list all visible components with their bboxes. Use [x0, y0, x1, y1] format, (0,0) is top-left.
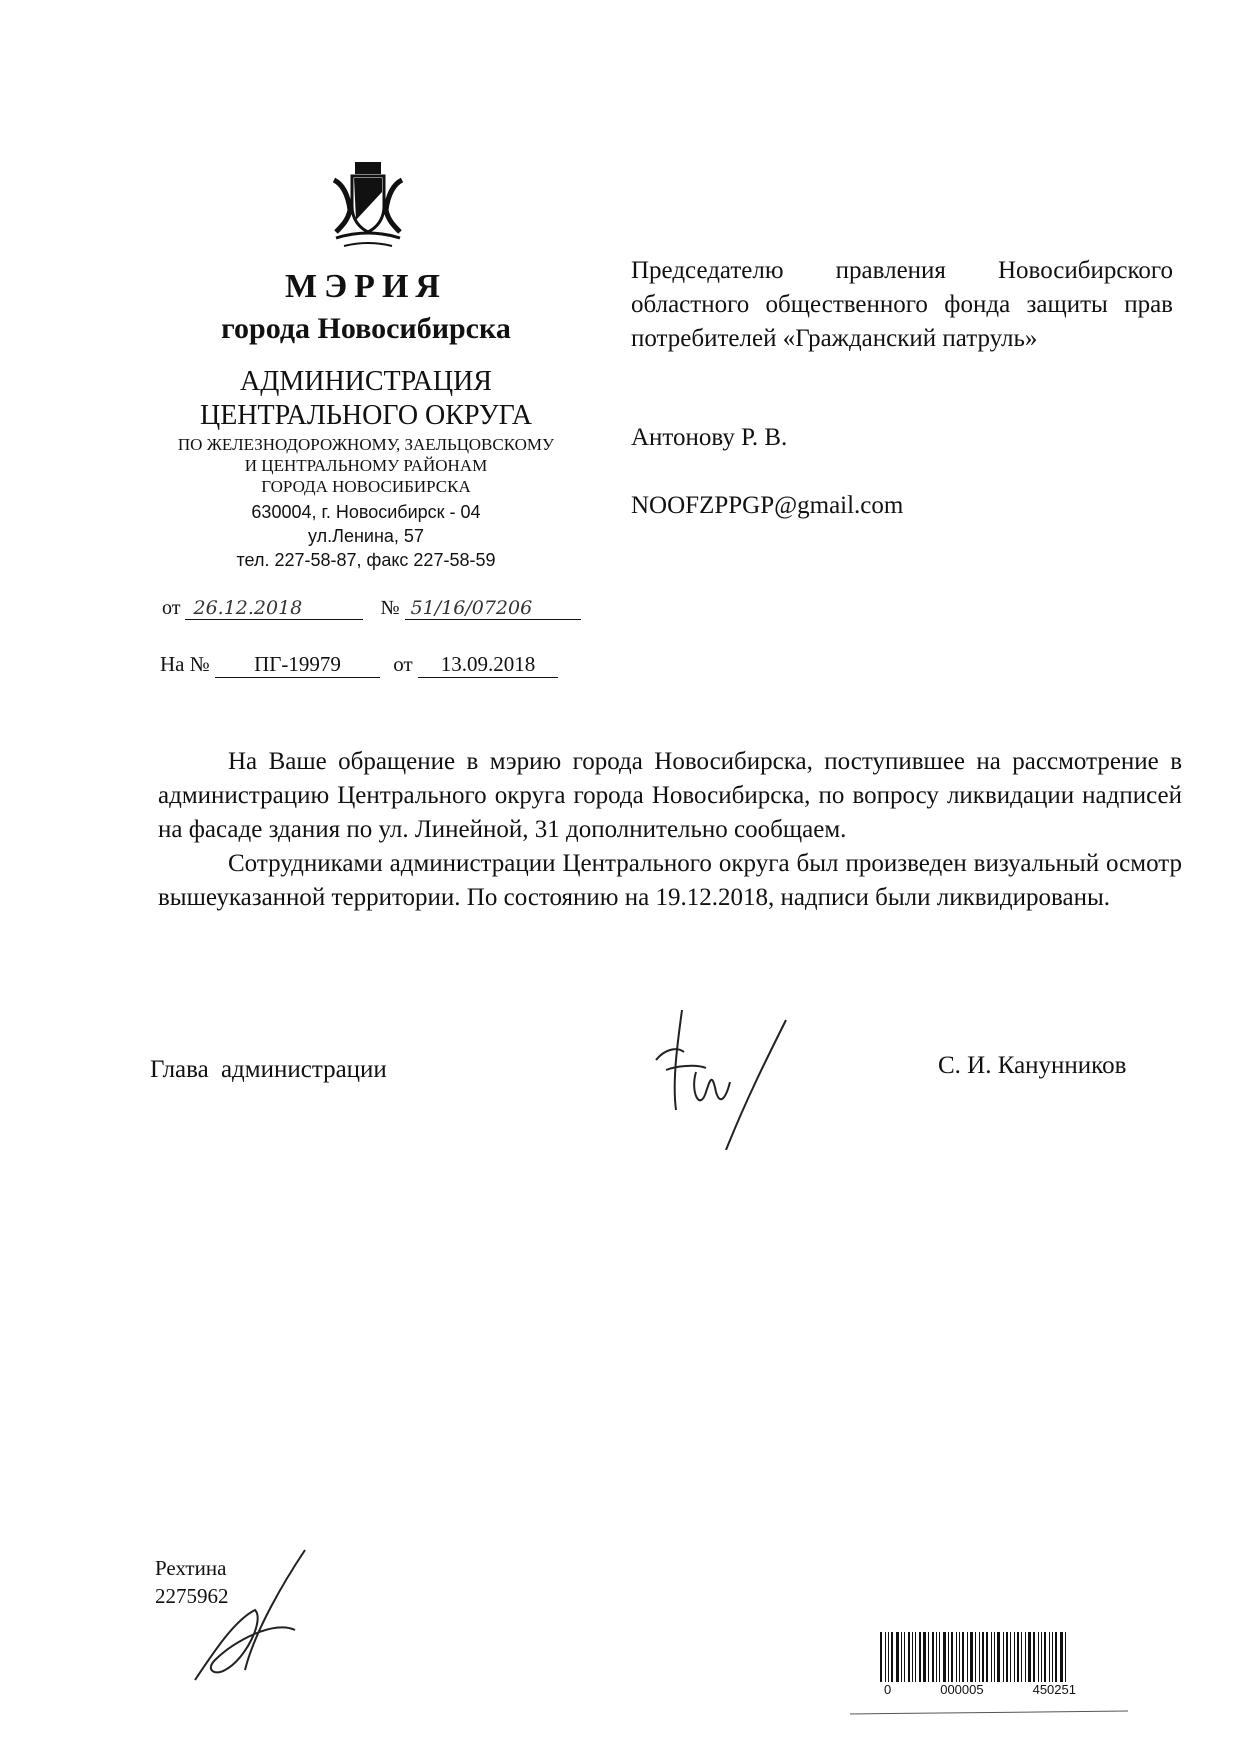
- barcode-bar: [888, 1632, 889, 1682]
- reference-line: [160, 652, 558, 678]
- org-title: МЭРИЯ: [285, 268, 447, 305]
- reference-number: ПГ-19979: [215, 652, 380, 678]
- barcode-bar: [1003, 1632, 1004, 1682]
- barcode: [880, 1632, 1080, 1697]
- addressee-email: NOOFZPPGP@gmail.com: [631, 492, 904, 519]
- executor-name: Рехтина: [155, 1556, 227, 1580]
- barcode-bar: [982, 1632, 984, 1682]
- admin-line-2: ЦЕНТРАЛЬНОГО ОКРУГА: [199, 400, 533, 431]
- phone-line: тел. 227-58-87, факс 227-58-59: [236, 550, 496, 570]
- barcode-bar: [936, 1632, 937, 1682]
- barcode-bar: [901, 1632, 902, 1682]
- barcode-bar: [932, 1632, 934, 1682]
- signatory-name: С. И. Канунников: [938, 1052, 1127, 1079]
- barcode-bar: [1041, 1632, 1042, 1682]
- reference-date: 13.09.2018: [418, 652, 558, 678]
- letter-body: [158, 745, 1182, 915]
- barcode-bar: [1038, 1632, 1039, 1682]
- executor-signature: [175, 1540, 325, 1695]
- barcode-bar: [928, 1632, 929, 1682]
- signatory-title: Глава администрации: [150, 1056, 387, 1083]
- barcode-bar: [1014, 1632, 1015, 1682]
- admin-districts: [150, 434, 582, 497]
- barcode-bar: [1065, 1632, 1066, 1682]
- reference-label: На №: [160, 652, 210, 676]
- barcode-bar: [912, 1632, 913, 1682]
- barcode-bar: [943, 1632, 946, 1682]
- barcode-bar: [880, 1632, 882, 1682]
- barcode-digits-mid: 000005: [940, 1682, 984, 1697]
- reference-from-label: от: [393, 652, 413, 676]
- barcode-bar: [959, 1632, 960, 1682]
- barcode-bar: [979, 1632, 980, 1682]
- barcode-digits-right: 450251: [1032, 1682, 1076, 1697]
- from-label: от: [162, 597, 181, 619]
- barcode-bar: [962, 1632, 964, 1682]
- barcode-digits: [880, 1682, 1080, 1697]
- barcode-bar: [1025, 1632, 1026, 1682]
- coat-of-arms-icon: [322, 160, 414, 252]
- barcode-bar: [951, 1632, 953, 1682]
- paragraph-2: Сотрудниками администрации Центрального округа был произведен визуальный осмотр вышеуказанной территории. По состоянию на 19.12.2018, надписи были ликвидированы.: [158, 850, 1182, 911]
- barcode-bar: [986, 1632, 988, 1682]
- barcode-bar: [1021, 1632, 1022, 1682]
- footer-rule: [850, 1711, 1128, 1715]
- barcode-bar: [939, 1632, 940, 1682]
- barcode-bar: [1049, 1632, 1050, 1682]
- number-label: №: [380, 597, 400, 619]
- barcode-bar: [1010, 1632, 1011, 1682]
- barcode-bar: [975, 1632, 976, 1682]
- barcode-bar: [891, 1632, 893, 1682]
- sub-line-2: И ЦЕНТРАЛЬНОМУ РАЙОНАМ: [244, 456, 488, 475]
- barcode-bar: [991, 1632, 992, 1682]
- barcode-bar: [1028, 1632, 1031, 1682]
- barcode-bar: [967, 1632, 968, 1682]
- barcode-bar: [970, 1632, 973, 1682]
- barcode-bar: [1055, 1632, 1057, 1682]
- barcode-bar: [1044, 1632, 1046, 1682]
- address-line-1: 630004, г. Новосибирск - 04: [251, 502, 481, 522]
- barcode-bar: [923, 1632, 926, 1682]
- barcode-bar: [896, 1632, 899, 1682]
- barcode-bars: [880, 1632, 1080, 1682]
- barcode-bar: [1017, 1632, 1019, 1682]
- addressee-name: Антонову Р. В.: [631, 424, 788, 451]
- registration-date: 26.12.2018: [185, 597, 363, 620]
- barcode-bar: [948, 1632, 949, 1682]
- barcode-bar: [956, 1632, 957, 1682]
- barcode-bar: [885, 1632, 886, 1682]
- barcode-bar: [1060, 1632, 1063, 1682]
- admin-line-1: АДМИНИСТРАЦИЯ: [240, 366, 492, 397]
- sub-line-1: ПО ЖЕЛЕЗНОДОРОЖНОМУ, ЗАЕЛЬЦОВСКОМУ: [177, 435, 555, 454]
- address-line-2: ул.Ленина, 57: [308, 526, 424, 546]
- barcode-digits-left: 0: [884, 1682, 892, 1697]
- barcode-bar: [915, 1632, 916, 1682]
- barcode-bar: [994, 1632, 995, 1682]
- barcode-bar: [904, 1632, 905, 1682]
- org-address: [150, 500, 582, 572]
- paragraph-1: На Ваше обращение в мэрию города Новосибирска, поступившее на рассмотрение в администрацию Центрального округа города Новосибирска, по вопросу ликвидации надписей на фасаде здания по ул. Линейной, 31 дополнительно сообщаем.: [158, 748, 1182, 843]
- barcode-bar: [1006, 1632, 1008, 1682]
- addressee-position: Председателю правления Новосибирского областного общественного фонда защиты прав потребителей «Гражданский патруль»: [631, 257, 1173, 352]
- handwritten-signature: [636, 1000, 796, 1155]
- sub-line-3: ГОРОДА НОВОСИБИРСКА: [261, 477, 471, 496]
- barcode-bar: [1033, 1632, 1035, 1682]
- org-city: города Новосибирска: [221, 312, 511, 345]
- registration-number: 51/16/07206: [405, 597, 581, 620]
- admin-name: [150, 365, 582, 433]
- barcode-bar: [919, 1632, 921, 1682]
- registration-line: [162, 597, 581, 620]
- barcode-bar: [997, 1632, 1000, 1682]
- barcode-bar: [1052, 1632, 1053, 1682]
- barcode-bar: [908, 1632, 910, 1682]
- executor-phone: 2275962: [155, 1584, 229, 1608]
